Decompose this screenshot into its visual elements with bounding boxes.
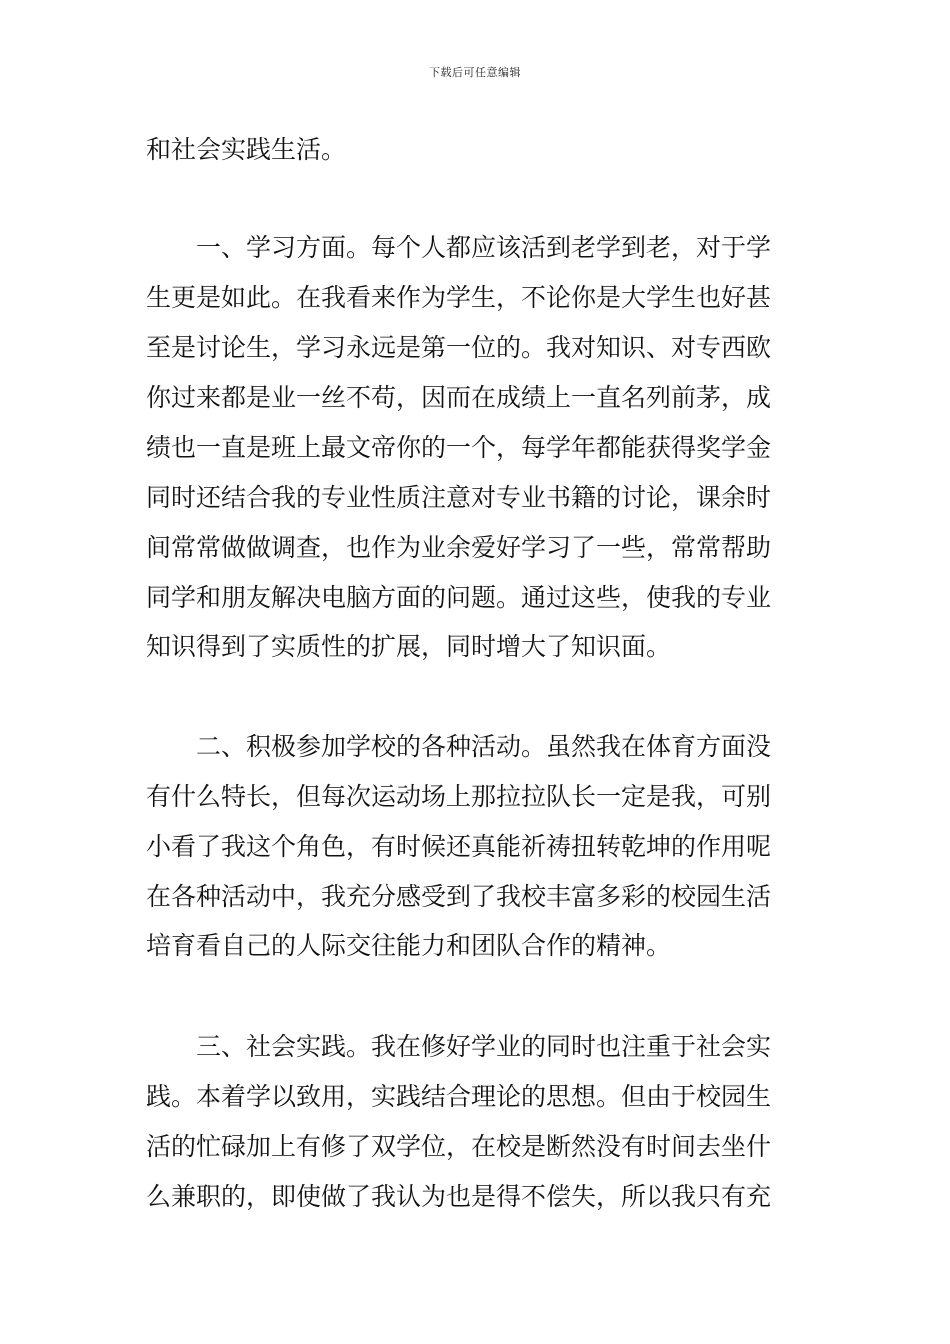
paragraph-2-line: 在各种活动中，我充分感受到了我校丰富多彩的校园生活 <box>146 882 772 911</box>
text-line: 和社会实践生活。 <box>146 135 347 164</box>
paragraph-1-line: 至是讨论生，学习永远是第一位的。我对知识、对专西欧 <box>146 333 772 362</box>
paragraph-1-line: 生更是如此。在我看来作为学生，不论你是大学生也好甚 <box>146 283 772 312</box>
paragraph-3-line: 么兼职的，即使做了我认为也是得不偿失，所以我只有充 <box>146 1182 772 1211</box>
paragraph-1-line: 间常常做做调查，也作为业余爱好学习了一些，常常帮助 <box>146 533 772 562</box>
paragraph-2-line: 培育看自己的人际交往能力和团队合作的精神。 <box>146 931 672 960</box>
paragraph-2-line: 小看了我这个角色，有时候还真能祈祷扭转乾坤的作用呢 <box>146 832 772 861</box>
paragraph-3-line: 活的忙碌加上有修了双学位，在校是断然没有时间去坐什 <box>146 1132 772 1161</box>
paragraph-3-line: 践。本着学以致用，实践结合理论的思想。但由于校园生 <box>146 1082 772 1111</box>
paragraph-3-line: 三、社会实践。我在修好学业的同时也注重于社会实 <box>196 1032 772 1061</box>
paragraph-2-line: 有什么特长，但每次运动场上那拉拉队长一定是我，可别 <box>146 782 772 811</box>
paragraph-1-line: 绩也一直是班上最文帝你的一个，每学年都能获得奖学金 <box>146 433 772 462</box>
paragraph-1-line: 一、学习方面。每个人都应该活到老学到老，对于学 <box>196 233 772 262</box>
paragraph-2-line: 二、积极参加学校的各种活动。虽然我在体育方面没 <box>196 732 772 761</box>
page-header: 下载后可任意编辑 <box>429 66 521 79</box>
paragraph-1-line: 知识得到了实质性的扩展，同时增大了知识面。 <box>146 632 672 661</box>
paragraph-1-line: 同学和朋友解决电脑方面的问题。通过这些，使我的专业 <box>146 583 772 612</box>
paragraph-1-line: 你过来都是业一丝不苟，因而在成绩上一直名列前茅，成 <box>146 383 772 412</box>
paragraph-1-line: 同时还结合我的专业性质注意对专业书籍的讨论，课余时 <box>146 483 772 512</box>
